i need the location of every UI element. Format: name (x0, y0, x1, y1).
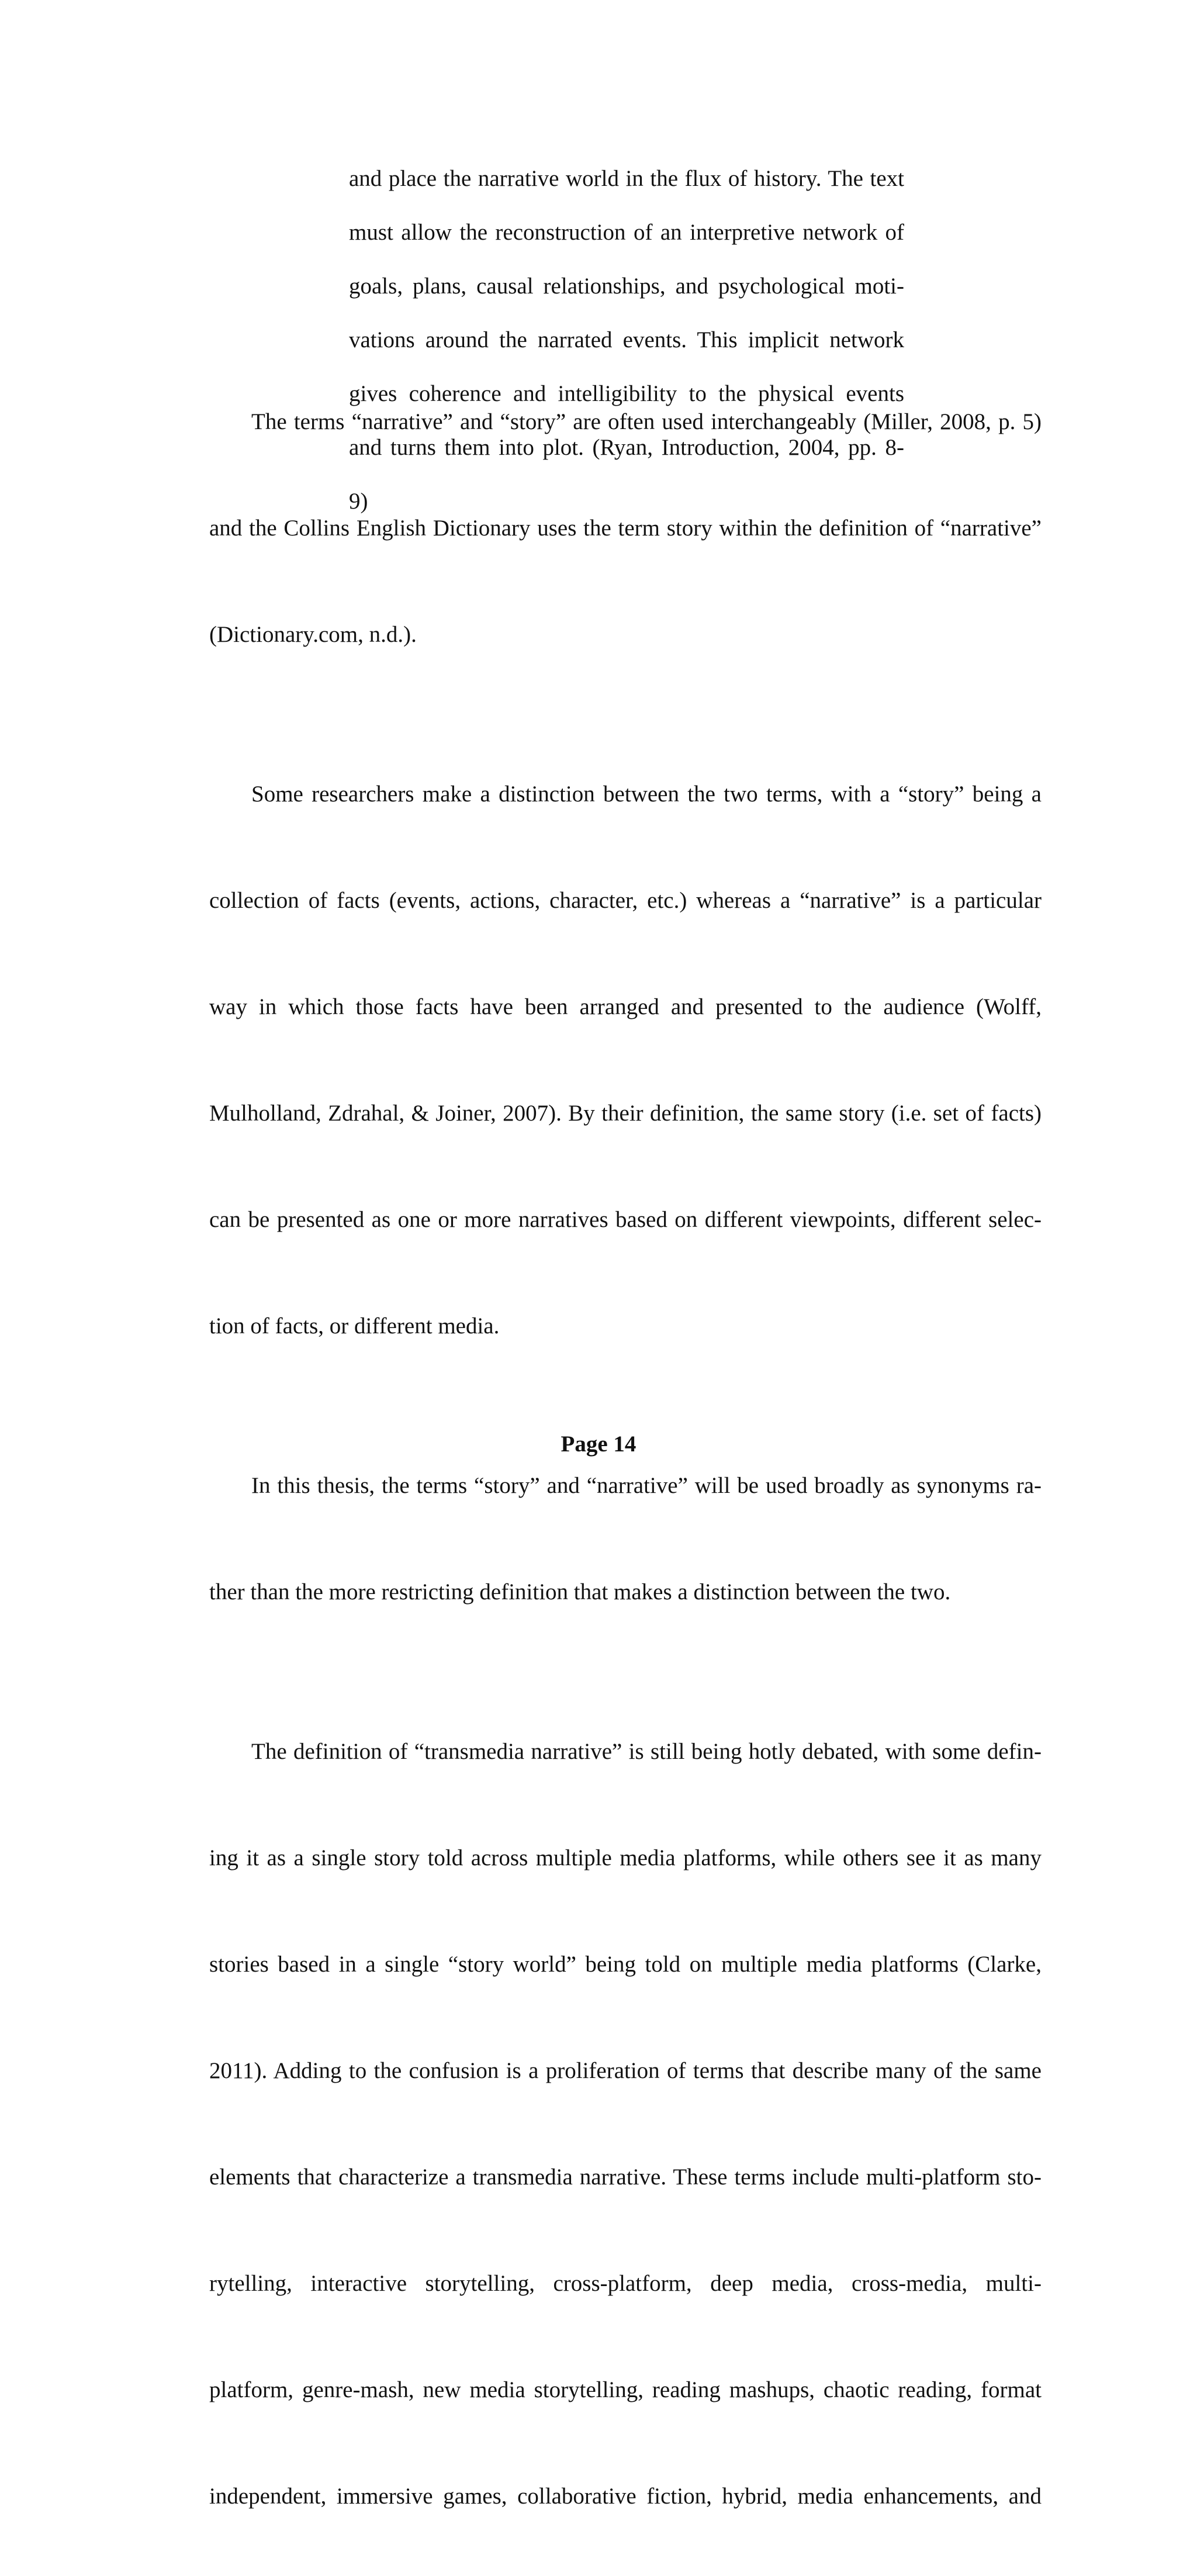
block-quote-line: must allow the reconstruction of an interpretive network of (349, 220, 904, 245)
paragraph-line: Mulholland, Zdrahal, & Joiner, 2007). By their definition, the same story (i.e. set of facts) (209, 1101, 1042, 1126)
paragraph-line: tion of facts, or different media. (209, 1313, 500, 1339)
block-quote-line: and turns them into plot. (Ryan, Introduction, 2004, pp. 8- (349, 435, 904, 460)
paragraph-line: rytelling, interactive storytelling, cross-platform, deep media, cross-media, multi- (209, 2271, 1042, 2296)
paragraph-line: 2011). Adding to the confusion is a proliferation of terms that describe many of the same (209, 2058, 1042, 2083)
paragraph-line: elements that characterize a transmedia narrative. These terms include multi-platform sto- (209, 2164, 1042, 2190)
block-quote-line: gives coherence and intelligibility to the physical events (349, 381, 904, 406)
paragraph-line: collection of facts (events, actions, character, etc.) whereas a “narrative” is a particular (209, 888, 1042, 913)
paragraph-line: way in which those facts have been arranged and presented to the audience (Wolff, (209, 994, 1042, 1019)
paragraph-line: The definition of “transmedia narrative” is still being hotly debated, with some defin- (251, 1739, 1042, 1764)
paragraph-terms-interchangeable (209, 342, 1042, 714)
paragraph-line: stories based in a single “story world” being told on multiple media platforms (Clarke, (209, 1952, 1042, 1977)
paragraph-line: independent, immersive games, collaborative fiction, hybrid, media enhancements, and (209, 2484, 1042, 2509)
page-number: Page 14 (561, 1432, 636, 1457)
body-text (209, 342, 1042, 2576)
paragraph-line: ing it as a single story told across multiple media platforms, while others see it as many (209, 1845, 1042, 1870)
paragraph-line: can be presented as one or more narratives based on different viewpoints, different selec- (209, 1207, 1042, 1232)
paragraph-line: platform, genre-mash, new media storytelling, reading mashups, chaotic reading, format (209, 2377, 1042, 2402)
paragraph-line: In this thesis, the terms “story” and “narrative” will be used broadly as synonyms ra- (251, 1473, 1042, 1498)
paragraph-transmedia-definition (209, 1672, 1042, 2576)
paragraph-line: ther than the more restricting definition that makes a distinction between the two. (209, 1579, 951, 1605)
paragraph-line: Some researchers make a distinction between the two terms, with a “story” being a (251, 782, 1042, 807)
block-quote-line: and place the narrative world in the flux of history. The text (349, 166, 904, 191)
paragraph-line: The terms “narrative” and “story” are often used interchangeably (Miller, 2008, p. 5) (251, 409, 1042, 434)
block-quote-line: goals, plans, causal relationships, and psychological moti- (349, 274, 904, 299)
paragraph-line: (Dictionary.com, n.d.). (209, 622, 417, 647)
paragraph-distinction (209, 714, 1042, 1406)
block-quote-line: 9) (349, 489, 368, 514)
paragraph-line: and the Collins English Dictionary uses the term story within the definition of “narrative” (209, 516, 1042, 541)
block-quote-line: vations around the narrated events. This implicit network (349, 327, 904, 352)
